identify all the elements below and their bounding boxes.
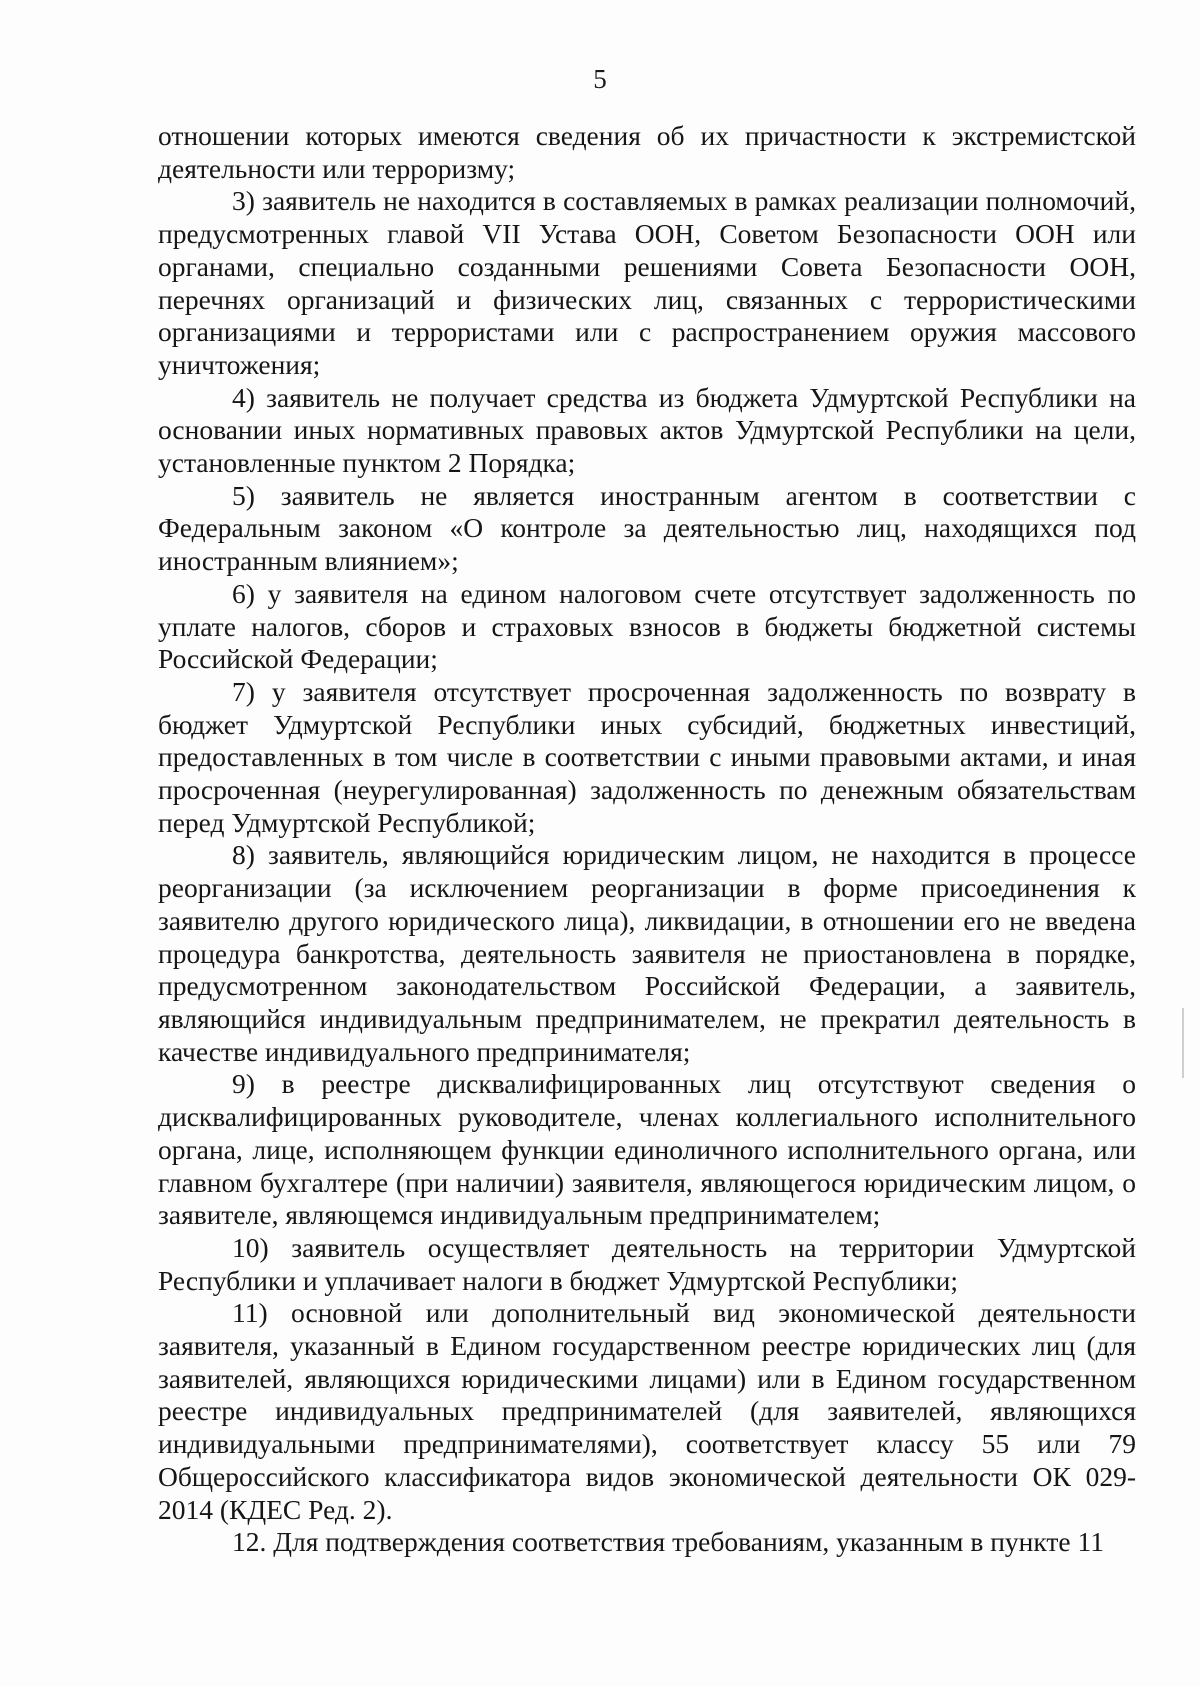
list-item-9: 9) в реестре дисквалифицированных лиц отсутствуют сведения о дисквалифицированных руководителе, членах коллегиального исполнительного органа, лице, исполняющем функции единоличного исполнительного органа, или главном бухгалтере (при наличии) заявителя, являющегося юридическим лицом, о заявителе, являющемся индивидуальным предпринимателем; — [158, 1068, 1136, 1231]
clause-12: 12. Для подтверждения соответствия требованиям, указанным в пункте 11 — [232, 1526, 1104, 1558]
scan-margin-mark — [1182, 1008, 1184, 1078]
paragraph-continuation: отношении которых имеются сведения об их причастности к экстремистской деятельности или терроризму; — [158, 120, 1136, 184]
list-item-8: 8) заявитель, являющийся юридическим лицом, не находится в процессе реорганизации (за исключением реорганизации в форме присоединения к заявителю другого юридического лица), ликвидации, в отношении его не введена процедура банкротства, деятельность заявителя не приостановлена в порядке, предусмотренном законодательством Российской Федерации, а заявитель, являющийся индивидуальным предпринимателем, не прекратил деятельность в качестве индивидуального предпринимателя; — [158, 839, 1136, 1067]
list-item-7: 7) у заявителя отсутствует просроченная задолженность по возврату в бюджет Удмуртской Республики иных субсидий, бюджетных инвестиций, предоставленных в том числе в соответствии с иными правовыми актами, и иная просроченная (неурегулированная) задолженность по денежным обязательствам перед Удмуртской Республикой; — [158, 675, 1136, 838]
document-body — [158, 120, 1136, 1559]
list-item-3: 3) заявитель не находится в составляемых в рамках реализации полномочий, предусмотренных главой VII Устава ООН, Советом Безопасности ООН или органами, специально созданными решениями Совета Безопасности ООН, перечнях организаций и физических лиц, связанных с террористическими организациями и террористами или с распространением оружия массового уничтожения; — [158, 185, 1136, 380]
list-item-4: 4) заявитель не получает средства из бюджета Удмуртской Республики на основании иных нормативных правовых актов Удмуртской Республики на цели, установленные пунктом 2 Порядка; — [158, 381, 1136, 479]
page-number: 5 — [593, 64, 607, 94]
list-item-10: 10) заявитель осуществляет деятельность на территории Удмуртской Республики и уплачивает налоги в бюджет Удмуртской Республики; — [158, 1231, 1136, 1296]
list-item-5: 5) заявитель не является иностранным агентом в соответствии с Федеральным законом «О контроле за деятельностью лиц, находящихся под иностранным влиянием»; — [158, 479, 1136, 577]
list-item-6: 6) у заявителя на едином налоговом счете отсутствует задолженность по уплате налогов, сборов и страховых взносов в бюджеты бюджетной системы Российской Федерации; — [158, 577, 1136, 675]
list-item-11: 11) основной или дополнительный вид экономической деятельности заявителя, указанный в Едином государственном реестре юридических лиц (для заявителей, являющихся юридическими лицами) или в Едином государственном реестре индивидуальных предпринимателей (для заявителей, являющихся индивидуальными предпринимателями), соответствует классу 55 или 79 Общероссийского классификатора видов экономической деятельности ОК 029-2014 (КДЕС Ред. 2). — [158, 1297, 1136, 1525]
